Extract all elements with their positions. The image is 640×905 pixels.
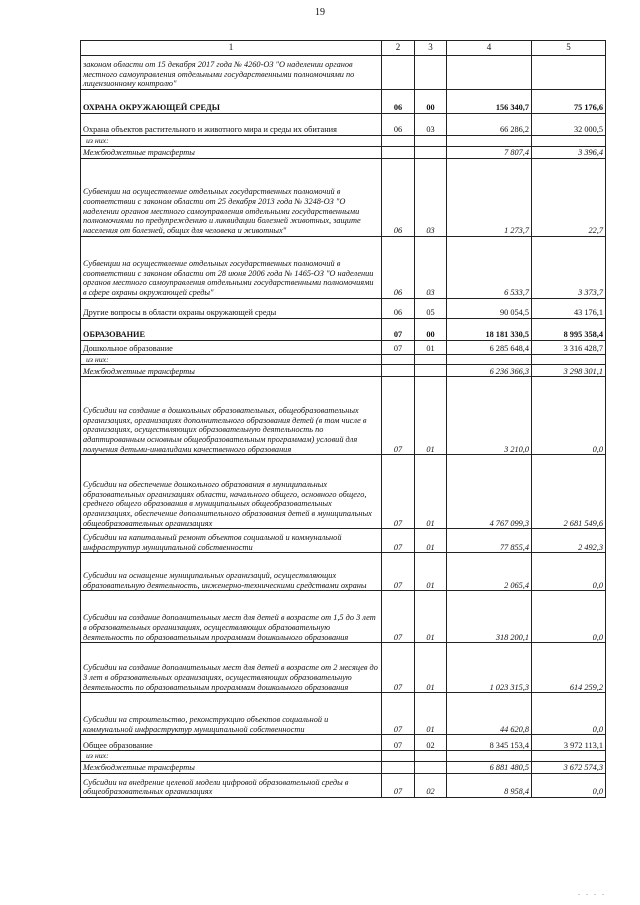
amount-actual-cell: 0,0 bbox=[532, 553, 606, 591]
section-code-cell bbox=[382, 365, 415, 377]
section-code-cell: 07 bbox=[382, 318, 415, 340]
amount-plan-cell bbox=[447, 354, 532, 365]
section-code-cell: 07 bbox=[382, 455, 415, 529]
subsection-code-cell: 01 bbox=[415, 553, 447, 591]
table-row bbox=[81, 762, 606, 774]
table-row bbox=[81, 693, 606, 735]
amount-plan-cell: 7 807,4 bbox=[447, 146, 532, 158]
table-row bbox=[81, 643, 606, 693]
section-code-cell: 07 bbox=[382, 735, 415, 751]
section-code-cell: 07 bbox=[382, 377, 415, 455]
amount-plan-cell: 8 345 153,4 bbox=[447, 735, 532, 751]
row-label-cell: из них: bbox=[81, 136, 382, 147]
subsection-code-cell: 01 bbox=[415, 455, 447, 529]
subsection-code-cell: 03 bbox=[415, 114, 447, 136]
row-label-cell: из них: bbox=[81, 751, 382, 762]
section-code-cell bbox=[382, 762, 415, 774]
table-row bbox=[81, 365, 606, 377]
subsection-code-cell: 02 bbox=[415, 735, 447, 751]
amount-plan-cell bbox=[447, 136, 532, 147]
row-label-cell: Субсидии на обеспечение дошкольного образования в муниципальных образовательных организациях области, начального общего, основного общего, среднего общего образования в муниципальных общеобразовательных организациях, обеспечение дополнительного образования детей в муниципальных общеобразовательных организациях bbox=[81, 455, 382, 529]
table-row bbox=[81, 354, 606, 365]
subsection-code-cell bbox=[415, 751, 447, 762]
section-code-cell: 07 bbox=[382, 340, 415, 354]
table-row bbox=[81, 114, 606, 136]
amount-actual-cell: 3 316 428,7 bbox=[532, 340, 606, 354]
amount-actual-cell: 0,0 bbox=[532, 377, 606, 455]
amount-plan-cell: 8 958,4 bbox=[447, 774, 532, 798]
row-label-cell: из них: bbox=[81, 354, 382, 365]
section-code-cell bbox=[382, 354, 415, 365]
section-code-cell bbox=[382, 146, 415, 158]
table-row bbox=[81, 56, 606, 90]
amount-plan-cell: 6 881 480,5 bbox=[447, 762, 532, 774]
row-label-cell: ОБРАЗОВАНИЕ bbox=[81, 318, 382, 340]
amount-actual-cell: 8 995 358,4 bbox=[532, 318, 606, 340]
amount-plan-cell: 18 181 330,5 bbox=[447, 318, 532, 340]
amount-actual-cell bbox=[532, 56, 606, 90]
table-row bbox=[81, 751, 606, 762]
row-label-cell: законом области от 15 декабря 2017 года № 4260-ОЗ "О наделении органов местного самоуправления отдельными государственными полномочиями по лицензионному контролю" bbox=[81, 56, 382, 90]
amount-plan-cell: 90 054,5 bbox=[447, 298, 532, 318]
table-row bbox=[81, 340, 606, 354]
section-code-cell: 07 bbox=[382, 553, 415, 591]
amount-plan-cell: 3 210,0 bbox=[447, 377, 532, 455]
subsection-code-cell: 03 bbox=[415, 236, 447, 298]
subsection-code-cell: 01 bbox=[415, 591, 447, 643]
amount-actual-cell: 22,7 bbox=[532, 158, 606, 236]
section-code-cell: 07 bbox=[382, 529, 415, 553]
subsection-code-cell bbox=[415, 136, 447, 147]
amount-plan-cell: 1 023 315,3 bbox=[447, 643, 532, 693]
section-code-cell: 06 bbox=[382, 298, 415, 318]
column-header-2: 2 bbox=[382, 41, 415, 56]
amount-plan-cell: 2 065,4 bbox=[447, 553, 532, 591]
row-label-cell: Субсидии на внедрение целевой модели цифровой образовательной среды в общеобразовательных организациях bbox=[81, 774, 382, 798]
row-label-cell: Субсидии на оснащение муниципальных организаций, осуществляющих образовательную деятельность, инженерно-техническими средствами охраны bbox=[81, 553, 382, 591]
table-row bbox=[81, 377, 606, 455]
amount-plan-cell: 66 286,2 bbox=[447, 114, 532, 136]
amount-actual-cell: 0,0 bbox=[532, 774, 606, 798]
table-row bbox=[81, 774, 606, 798]
table-row bbox=[81, 298, 606, 318]
row-label-cell: Субсидии на строительство, реконструкцию объектов социальной и коммунальной инфраструктур муниципальной собственности bbox=[81, 693, 382, 735]
row-label-cell: Межбюджетные трансферты bbox=[81, 762, 382, 774]
row-label-cell: Другие вопросы в области охраны окружающей среды bbox=[81, 298, 382, 318]
amount-actual-cell: 3 672 574,3 bbox=[532, 762, 606, 774]
table-header-row bbox=[81, 41, 606, 56]
section-code-cell: 06 bbox=[382, 236, 415, 298]
table-row bbox=[81, 318, 606, 340]
table-row bbox=[81, 236, 606, 298]
amount-actual-cell: 3 396,4 bbox=[532, 146, 606, 158]
section-code-cell: 06 bbox=[382, 158, 415, 236]
row-label-cell: Общее образование bbox=[81, 735, 382, 751]
table-row bbox=[81, 735, 606, 751]
table-row bbox=[81, 136, 606, 147]
amount-plan-cell: 77 855,4 bbox=[447, 529, 532, 553]
row-label-cell: Субсидии на создание дополнительных мест для детей в возрасте от 2 месяцев до 3 лет в образовательных организациях, осуществляющих образовательную деятельность по образовательным программам дошкольного образования bbox=[81, 643, 382, 693]
amount-actual-cell: 75 176,6 bbox=[532, 90, 606, 114]
section-code-cell: 06 bbox=[382, 114, 415, 136]
amount-plan-cell: 6 285 648,4 bbox=[447, 340, 532, 354]
subsection-code-cell: 02 bbox=[415, 774, 447, 798]
amount-actual-cell: 0,0 bbox=[532, 591, 606, 643]
row-label-cell: Субвенции на осуществление отдельных государственных полномочий в соответствии с законом области от 28 июня 2006 года № 1465-ОЗ "О наделении органов местного самоуправления отдельными государственными полномочиями в сфере охраны окружающей среды" bbox=[81, 236, 382, 298]
section-code-cell: 07 bbox=[382, 591, 415, 643]
subsection-code-cell bbox=[415, 146, 447, 158]
subsection-code-cell: 00 bbox=[415, 90, 447, 114]
amount-actual-cell: 0,0 bbox=[532, 693, 606, 735]
row-label-cell: ОХРАНА ОКРУЖАЮЩЕЙ СРЕДЫ bbox=[81, 90, 382, 114]
subsection-code-cell: 01 bbox=[415, 693, 447, 735]
amount-actual-cell: 3 373,7 bbox=[532, 236, 606, 298]
subsection-code-cell: 01 bbox=[415, 529, 447, 553]
row-label-cell: Охрана объектов растительного и животного мира и среды их обитания bbox=[81, 114, 382, 136]
subsection-code-cell: 03 bbox=[415, 158, 447, 236]
table-row bbox=[81, 455, 606, 529]
table-row bbox=[81, 90, 606, 114]
section-code-cell: 07 bbox=[382, 693, 415, 735]
amount-plan-cell bbox=[447, 56, 532, 90]
amount-plan-cell bbox=[447, 751, 532, 762]
amount-actual-cell bbox=[532, 136, 606, 147]
row-label-cell: Субвенции на осуществление отдельных государственных полномочий в соответствии с законом области от 25 декабря 2013 года № 3248-ОЗ "О наделении органов местного самоуправления отдельными государственными полномочиями по предупреждению и ликвидации болезней животных, защите населения от болезней, общих для человека и животных" bbox=[81, 158, 382, 236]
subsection-code-cell: 01 bbox=[415, 643, 447, 693]
section-code-cell: 06 bbox=[382, 90, 415, 114]
row-label-cell: Дошкольное образование bbox=[81, 340, 382, 354]
budget-table bbox=[80, 40, 606, 798]
amount-plan-cell: 1 273,7 bbox=[447, 158, 532, 236]
row-label-cell: Межбюджетные трансферты bbox=[81, 146, 382, 158]
subsection-code-cell bbox=[415, 365, 447, 377]
amount-plan-cell: 44 620,8 bbox=[447, 693, 532, 735]
subsection-code-cell: 01 bbox=[415, 340, 447, 354]
amount-plan-cell: 4 767 099,3 bbox=[447, 455, 532, 529]
subsection-code-cell: 00 bbox=[415, 318, 447, 340]
subsection-code-cell: 05 bbox=[415, 298, 447, 318]
row-label-cell: Субсидии на создание дополнительных мест для детей в возрасте от 1,5 до 3 лет в образовательных организациях, осуществляющих образовательную деятельность по образовательным программам дошкольного образования bbox=[81, 591, 382, 643]
column-header-4: 4 bbox=[447, 41, 532, 56]
table-row bbox=[81, 553, 606, 591]
row-label-cell: Субсидии на создание в дошкольных образовательных, общеобразовательных организациях, организациях дополнительного образования детей (в том числе в организациях, осуществляющих образовательную деятельность по адаптированным основным общеобразовательным программам) условий для получения детьми-инвалидами качественного образования bbox=[81, 377, 382, 455]
amount-plan-cell: 318 200,1 bbox=[447, 591, 532, 643]
table-row bbox=[81, 146, 606, 158]
amount-actual-cell: 2 681 549,6 bbox=[532, 455, 606, 529]
amount-plan-cell: 156 340,7 bbox=[447, 90, 532, 114]
section-code-cell bbox=[382, 136, 415, 147]
subsection-code-cell bbox=[415, 354, 447, 365]
row-label-cell: Субсидии на капитальный ремонт объектов социальной и коммунальной инфраструктур муниципальной собственности bbox=[81, 529, 382, 553]
amount-actual-cell: 614 259,2 bbox=[532, 643, 606, 693]
amount-actual-cell: 3 298 301,1 bbox=[532, 365, 606, 377]
subsection-code-cell: 01 bbox=[415, 377, 447, 455]
amount-actual-cell: 2 492,3 bbox=[532, 529, 606, 553]
section-code-cell bbox=[382, 56, 415, 90]
amount-plan-cell: 6 236 366,3 bbox=[447, 365, 532, 377]
amount-actual-cell: 32 000,5 bbox=[532, 114, 606, 136]
column-header-5: 5 bbox=[532, 41, 606, 56]
amount-actual-cell bbox=[532, 751, 606, 762]
amount-actual-cell: 3 972 113,1 bbox=[532, 735, 606, 751]
section-code-cell bbox=[382, 751, 415, 762]
amount-actual-cell bbox=[532, 354, 606, 365]
row-label-cell: Межбюджетные трансферты bbox=[81, 365, 382, 377]
column-header-1: 1 bbox=[81, 41, 382, 56]
amount-plan-cell: 6 533,7 bbox=[447, 236, 532, 298]
subsection-code-cell bbox=[415, 56, 447, 90]
section-code-cell: 07 bbox=[382, 643, 415, 693]
table-row bbox=[81, 529, 606, 553]
column-header-3: 3 bbox=[415, 41, 447, 56]
scan-artifact: . . . . bbox=[578, 888, 606, 897]
table-row bbox=[81, 591, 606, 643]
page-number: 19 bbox=[315, 7, 325, 18]
subsection-code-cell bbox=[415, 762, 447, 774]
section-code-cell: 07 bbox=[382, 774, 415, 798]
amount-actual-cell: 43 176,1 bbox=[532, 298, 606, 318]
table-row bbox=[81, 158, 606, 236]
